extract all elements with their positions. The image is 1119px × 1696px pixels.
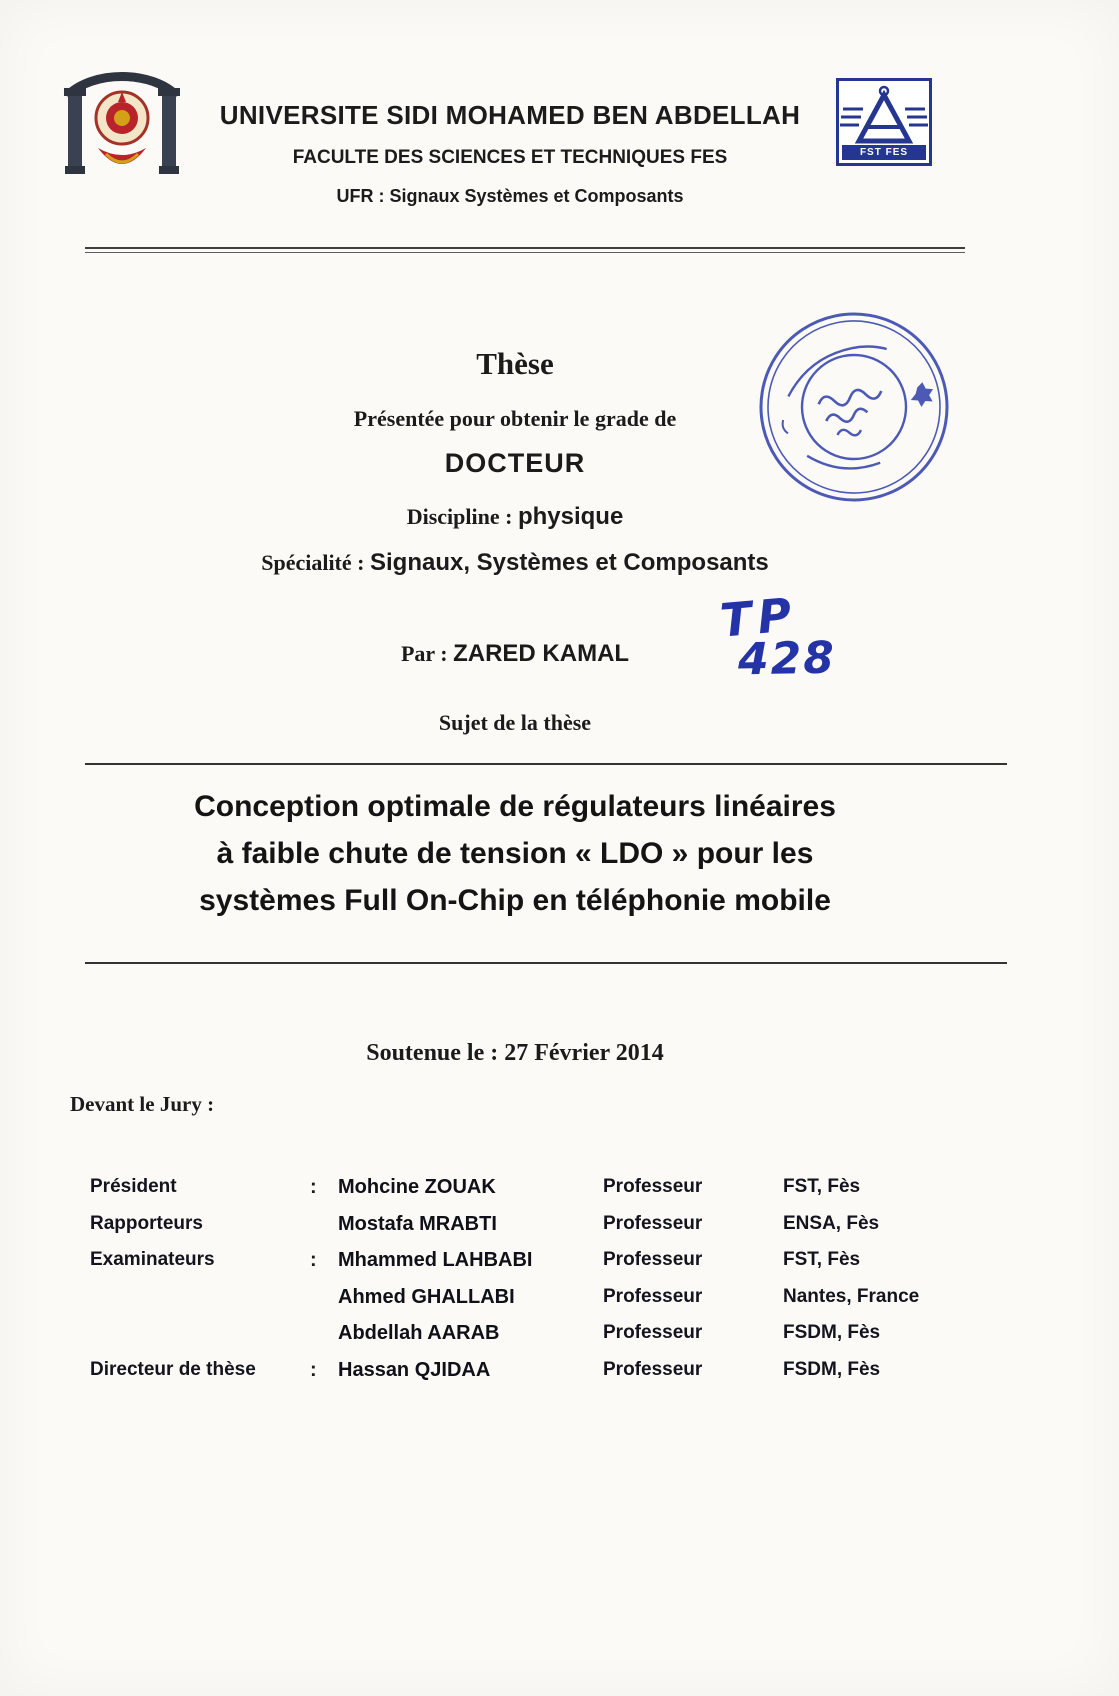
specialite-label: Spécialité : [261,550,365,575]
jury-row [90,1176,1030,1213]
jury-role: Rapporteurs [90,1212,203,1234]
jury-member-title: Professeur [603,1285,703,1307]
jury-row [90,1249,1030,1286]
jury-member-affiliation: FST, Fès [783,1249,861,1271]
university-emblem-icon [60,68,182,182]
author-name: ZARED KAMAL [453,640,630,667]
university-name: UNIVERSITE SIDI MOHAMED BEN ABDELLAH [219,100,801,130]
thesis-title [85,783,945,924]
defense-date: Soutenue le : 27 Février 2014 [366,1040,664,1066]
jury-member-affiliation: FSDM, Fès [783,1358,881,1380]
jury-member-title: Professeur [603,1249,703,1271]
these-heading: Thèse [476,346,554,381]
discipline-line [85,503,945,531]
jury-role: Président [90,1176,177,1197]
jury-member-affiliation: FSDM, Fès [783,1322,881,1344]
jury-colon: : [310,1358,317,1381]
jury-member-name: Mostafa MRABTI [338,1212,497,1235]
header-divider [85,247,965,253]
jury-colon: : [310,1176,317,1198]
par-label: Par : [400,641,448,666]
jury-row [90,1286,1030,1323]
discipline-label: Discipline : [406,504,513,529]
thesis-title-line-1: Conception optimale de régulateurs linéaires [194,790,836,823]
jury-member-name: Mohcine ZOUAK [338,1176,496,1198]
jury-role: Examinateurs [90,1249,215,1271]
jury-heading: Devant le Jury : [70,1092,215,1116]
handwriting-line-2: 428 [737,632,837,686]
thesis-title-line-2: à faible chute de tension « LDO » pour les [216,837,814,870]
jury-member-name: Abdellah AARAB [338,1322,500,1345]
fst-logo-icon [839,83,929,147]
jury-row [90,1359,1030,1396]
jury-row [90,1322,1030,1359]
jury-row [90,1213,1030,1250]
jury-member-title: Professeur [603,1358,703,1380]
fst-logo-label: FST FES [842,145,926,160]
handwritten-call-number [718,587,855,688]
jury-member-name: Mhammed LAHBABI [338,1249,533,1272]
jury-member-affiliation: ENSA, Fès [783,1212,880,1234]
jury-member-name: Hassan QJIDAA [338,1358,491,1381]
title-divider-bottom [85,962,1007,964]
specialite-value: Signaux, Systèmes et Composants [369,549,769,576]
discipline-value: physique [517,503,624,530]
title-divider-top [85,763,1007,765]
specialite-line [85,549,945,577]
jury-member-affiliation: Nantes, France [783,1285,920,1307]
thesis-title-line-3: systèmes Full On-Chip en téléphonie mobile [199,884,831,917]
jury-role: Directeur de thèse [90,1358,256,1380]
jury-table [90,1176,1030,1396]
sujet-line: Sujet de la thèse [438,710,592,735]
ufr-line: UFR : Signaux Systèmes et Composants [336,186,684,206]
header-text [190,100,830,207]
handwriting-line-1: TP [717,587,800,648]
jury-colon: : [310,1249,317,1272]
jury-member-title: Professeur [603,1322,703,1344]
jury-member-title: Professeur [603,1176,703,1197]
faculty-name: FACULTE DES SCIENCES ET TECHNIQUES FES [292,147,728,168]
presentee-line: Présentée pour obtenir le grade de [353,406,677,431]
fst-logo [836,78,932,166]
jury-member-title: Professeur [603,1212,703,1234]
jury-member-name: Ahmed GHALLABI [338,1285,515,1308]
grade-docteur: DOCTEUR [444,448,586,478]
jury-member-affiliation: FST, Fès [783,1176,861,1197]
